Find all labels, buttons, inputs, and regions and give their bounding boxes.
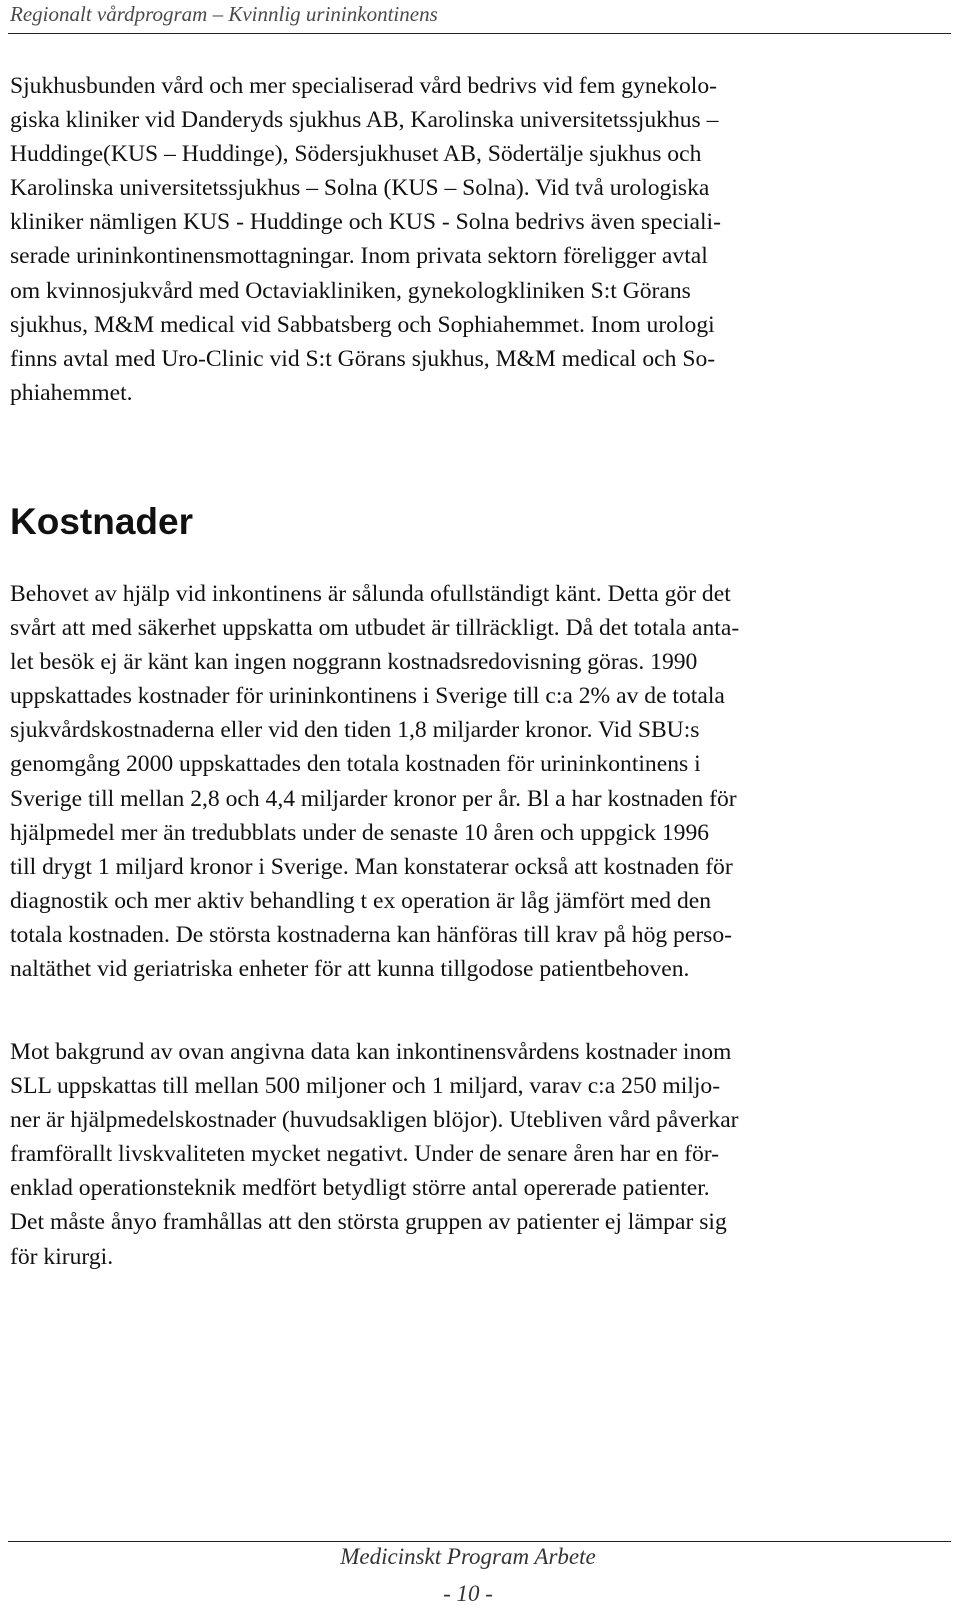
text-line: hjälpmedel mer än tredubblats under de senaste 10 åren och uppgick 1996	[10, 819, 710, 846]
page-number: - 10 -	[443, 1581, 493, 1606]
text-line: sjukhus, M&M medical vid Sabbatsberg och Sophiahemmet. Inom urologi	[10, 311, 715, 338]
text-line: Huddinge(KUS – Huddinge), Södersjukhuset AB, Södertälje sjukhus och	[10, 141, 702, 168]
text-line: let besök ej är känt kan ingen noggrann kostnadsredovisning göras. 1990	[10, 649, 698, 676]
text-line: phiahemmet.	[10, 379, 133, 406]
text-line: Karolinska universitetssjukhus – Solna (KUS – Solna). Vid två urologiska	[10, 175, 710, 202]
text-line: Sverige till mellan 2,8 och 4,4 miljarder kronor per år. Bl a har kostnaden för	[10, 785, 737, 812]
text-line: genomgång 2000 uppskattades den totala kostnaden för urininkontinens i	[10, 751, 701, 778]
text-line: Sjukhusbunden vård och mer specialiserad vård bedrivs vid fem gynekolo-	[10, 73, 717, 99]
text-line: diagnostik och mer aktiv behandling t ex operation är låg jämfört med den	[10, 887, 712, 914]
footer-divider	[8, 1541, 951, 1542]
text-line: giska kliniker vid Danderyds sjukhus AB, Karolinska universitetssjukhus –	[10, 107, 719, 134]
section-heading: Kostnader	[10, 501, 193, 542]
text-line: kliniker nämligen KUS - Huddinge och KUS - Solna bedrivs även speciali-	[10, 209, 721, 236]
text-line: SLL uppskattas till mellan 500 miljoner och 1 miljard, varav c:a 250 miljo-	[10, 1073, 721, 1100]
text-line: finns avtal med Uro-Clinic vid S:t Görans sjukhus, M&M medical och So-	[10, 345, 716, 372]
text-line: svårt att med säkerhet uppskatta om utbudet är tillräckligt. Då det totala anta-	[10, 615, 740, 642]
text-line: framförallt livskvaliteten mycket negativt. Under de senare åren har en för-	[10, 1141, 719, 1168]
text-line: Behovet av hjälp vid inkontinens är sålunda ofullständigt känt. Detta gör det	[10, 581, 731, 607]
running-header: Regionalt vårdprogram – Kvinnlig urininkontinens	[10, 2, 438, 26]
text-line: för kirurgi.	[10, 1243, 114, 1270]
paragraph-sll-estimate	[10, 1035, 943, 1274]
text-line: Det måste ånyo framhållas att den största gruppen av patienter ej lämpar sig	[10, 1209, 727, 1236]
text-line: om kvinnosjukvård med Octaviakliniken, gynekologkliniken S:t Görans	[10, 277, 691, 304]
text-line: serade urininkontinensmottagningar. Inom privata sektorn föreligger avtal	[10, 243, 708, 270]
text-line: enklad operationsteknik medfört betydligt större antal opererade patienter.	[10, 1175, 710, 1202]
paragraph-care-providers	[10, 69, 943, 410]
text-line: totala kostnaden. De största kostnaderna kan hänföras till krav på hög perso-	[10, 921, 733, 948]
text-line: naltäthet vid geriatriska enheter för att kunna tillgodose patientbehoven.	[10, 956, 690, 983]
running-footer: Medicinskt Program Arbete	[340, 1544, 596, 1569]
text-line: ner är hjälpmedelskostnader (huvudsakligen blöjor). Utebliven vård påverkar	[10, 1107, 739, 1134]
paragraph-costs	[10, 577, 943, 986]
text-line: Mot bakgrund av ovan angivna data kan inkontinensvårdens kostnader inom	[10, 1039, 732, 1065]
text-line: uppskattades kostnader för urininkontinens i Sverige till c:a 2% av de totala	[10, 683, 725, 710]
text-line: sjukvårdskostnaderna eller vid den tiden 1,8 miljarder kronor. Vid SBU:s	[10, 717, 700, 744]
text-line: till drygt 1 miljard kronor i Sverige. Man konstaterar också att kostnaden för	[10, 853, 733, 880]
header-divider	[8, 33, 951, 34]
